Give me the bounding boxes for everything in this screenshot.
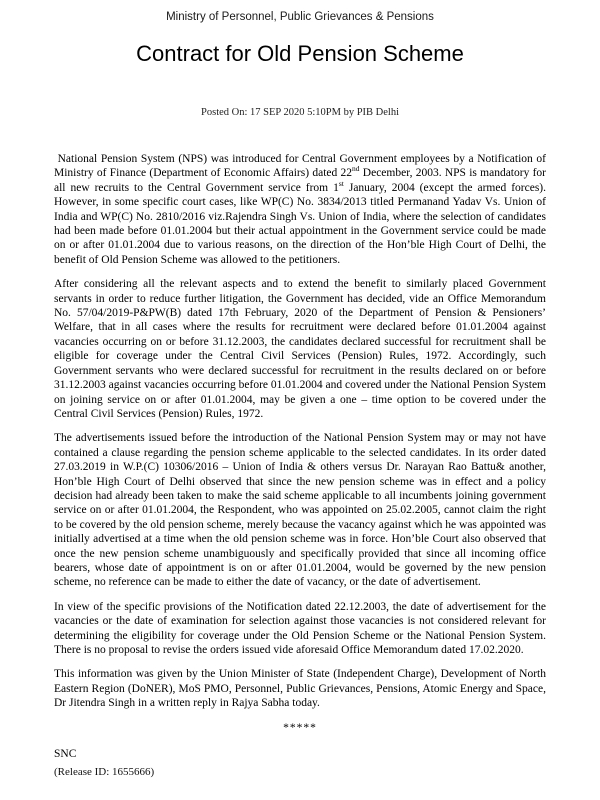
paragraph: National Pension System (NPS) was introduced for Central Government employees by a Notification of Ministry of Finance (Department of Economic Affairs) dated 22nd December, 2003. NPS is mandatory for all new recruits to the Central Government service from 1st January, 2004 (except the armed forces). However, in some specific court cases, like WP(C) No. 3834/2013 titled Permanand Yadav Vs. Union of India and WP(C) No. 2810/2016 viz.Rajendra Singh Vs. Union of India, where the selection of candidates had been made before 01.01.2004 but their actual appointment in the Government service could be made on or after 01.01.2004 due to various reasons, on the direction of the Hon’ble High Court of Delhi, the benefit of Old Pension Scheme was allowed to the petitioners. (54, 153, 547, 266)
posted-on: Posted On: 17 SEP 2020 5:10PM by PIB Delhi (201, 107, 399, 118)
release-id: (Release ID: 1655666) (54, 766, 155, 778)
signoff: SNC (54, 748, 77, 761)
page-title: Contract for Old Pension Scheme (136, 41, 464, 66)
article-paragraphs (54, 152, 546, 711)
paragraph: In view of the specific provisions of the Notification dated 22.12.2003, the date of advertisement for the vacancies or the date of examination for selection against those vacancies is not considered relevant for determining the eligibility for coverage under the Old Pension Scheme or the National Pension System. There is no proposal to revise the orders issued vide aforesaid Office Memorandum dated 17.02.2020. (54, 600, 546, 656)
separator-stars: ***** (283, 721, 317, 734)
article-body (54, 152, 546, 761)
ministry-name: Ministry of Personnel, Public Grievances & Pensions (166, 11, 434, 23)
paragraph: This information was given by the Union Minister of State (Independent Charge), Development of North Eastern Region (DoNER), MoS PMO, Personnel, Public Grievances, Pensions, Atomic Energy and Space, Dr Jitendra Singh in a written reply in Rajya Sabha today. (54, 668, 546, 710)
paragraph: After considering all the relevant aspects and to extend the benefit to similarly placed Government servants in order to reduce further litigation, the Government has decided, vide an Office Memorandum No. 57/04/2019-P&PW(B) dated 17th February, 2020 of the Department of Pension & Pensioners’ Welfare, that in all cases where the results for recruitment were declared before 01.01.2004 against vacancies occurring on or before 31.12.2003, the candidates declared successful for recruitment shall be eligible for coverage under the Central Civil Services (Pension) Rules, 1972. Accordingly, such Government servants who were declared successful for recruitment in the results declared on or before 31.12.2003 against vacancies occurring before 01.01.2004 and covered under the National Pension System on joining service on or after 01.01.2004, may be given a one – time option to be covered under the Central Civil Services (Pension) Rules, 1972. (54, 278, 546, 420)
paragraph: The advertisements issued before the introduction of the National Pension System may or may not have contained a clause regarding the pension scheme applicable to the selected candidates. In its order dated 27.03.2019 in W.P.(C) 10306/2016 – Union of India & others versus Dr. Narayan Rao Battu& another, Hon’ble High Court of Delhi observed that since the new pension scheme was in effect and a policy decision had already been taken to make the said scheme applicable to all incumbents joining government service on or after 01.01.2004, the Respondent, who was appointed on 25.02.2005, cannot claim the right to be covered by the old pension scheme, merely because the vacancy against which he was appointed was initially advertised at a time when the old pension scheme was in force. Hon’ble Court also observed that once the new pension scheme unambiguously and specifically provided that since all incoming office bearers, whose date of appointment is on or after 01.01.2004, would be governed by the new pension scheme, no reference can be made to either the date of vacancy, or the date of advertisement. (54, 432, 546, 589)
